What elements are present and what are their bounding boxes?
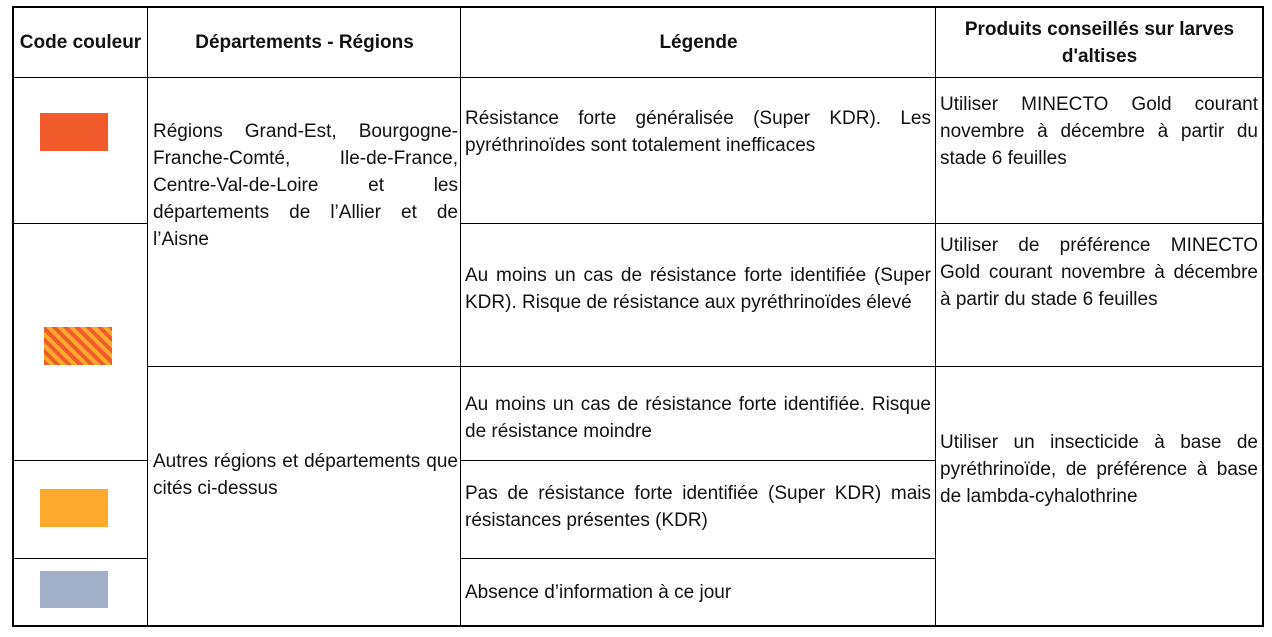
legend-row-4: Pas de résistance forte identifiée (Super KDR) mais résistances présentes (KDR): [465, 483, 931, 531]
header-products: Produits conseillés sur larves d'altises: [964, 18, 1235, 67]
legend-row-1: Résistance forte généralisée (Super KDR). Les pyréthrinoïdes sont totalement inefficaces: [465, 108, 931, 156]
row-divider: [147, 366, 460, 367]
header-color-code: Code couleur: [19, 32, 142, 53]
row-divider: [460, 460, 935, 461]
header-divider: [12, 77, 1264, 78]
row-divider: [935, 366, 1264, 367]
column-divider: [460, 6, 461, 627]
row-divider: [12, 558, 147, 559]
row-divider: [460, 223, 935, 224]
table-border-bottom: [12, 625, 1264, 627]
product-advice-3: Utiliser un insecticide à base de pyréthrinoïde, de préférence à base de lambda-cyhalothrine: [940, 432, 1258, 507]
header-departments: Départements - Régions: [195, 32, 414, 53]
row-divider: [935, 223, 1264, 224]
row-divider: [460, 366, 935, 367]
legend-row-5: Absence d’information à ce jour: [465, 582, 732, 603]
swatch-strong-resistance: [40, 113, 108, 151]
header-legend: Légende: [659, 32, 738, 53]
product-advice-2: Utiliser de préférence MINECTO Gold courant novembre à décembre à partir du stade 6 feuilles: [940, 235, 1258, 310]
table-border-top: [12, 6, 1264, 8]
row-divider: [460, 558, 935, 559]
row-divider: [12, 223, 147, 224]
product-advice-1: Utiliser MINECTO Gold courant novembre à décembre à partir du stade 6 feuilles: [940, 94, 1258, 169]
table-border-right: [1262, 6, 1264, 627]
column-divider: [147, 6, 148, 627]
swatch-high-risk-hatched: [44, 327, 112, 365]
swatch-no-information: [40, 571, 108, 608]
regions-group-2: Autres régions et départements que cités ci-dessus: [153, 451, 458, 499]
column-divider: [935, 6, 936, 627]
legend-row-2: Au moins un cas de résistance forte identifiée (Super KDR). Risque de résistance aux pyréthrinoïdes élevé: [465, 265, 931, 313]
table-border-left: [12, 6, 14, 627]
regions-group-1: Régions Grand-Est, Bourgogne-Franche-Comté, Ile-de-France, Centre-Val-de-Loire et les départements de l’Allier et de l’Aisne: [153, 121, 458, 250]
swatch-moderate-resistance: [40, 489, 108, 527]
row-divider: [12, 460, 147, 461]
legend-row-3: Au moins un cas de résistance forte identifiée. Risque de résistance moindre: [465, 394, 931, 442]
